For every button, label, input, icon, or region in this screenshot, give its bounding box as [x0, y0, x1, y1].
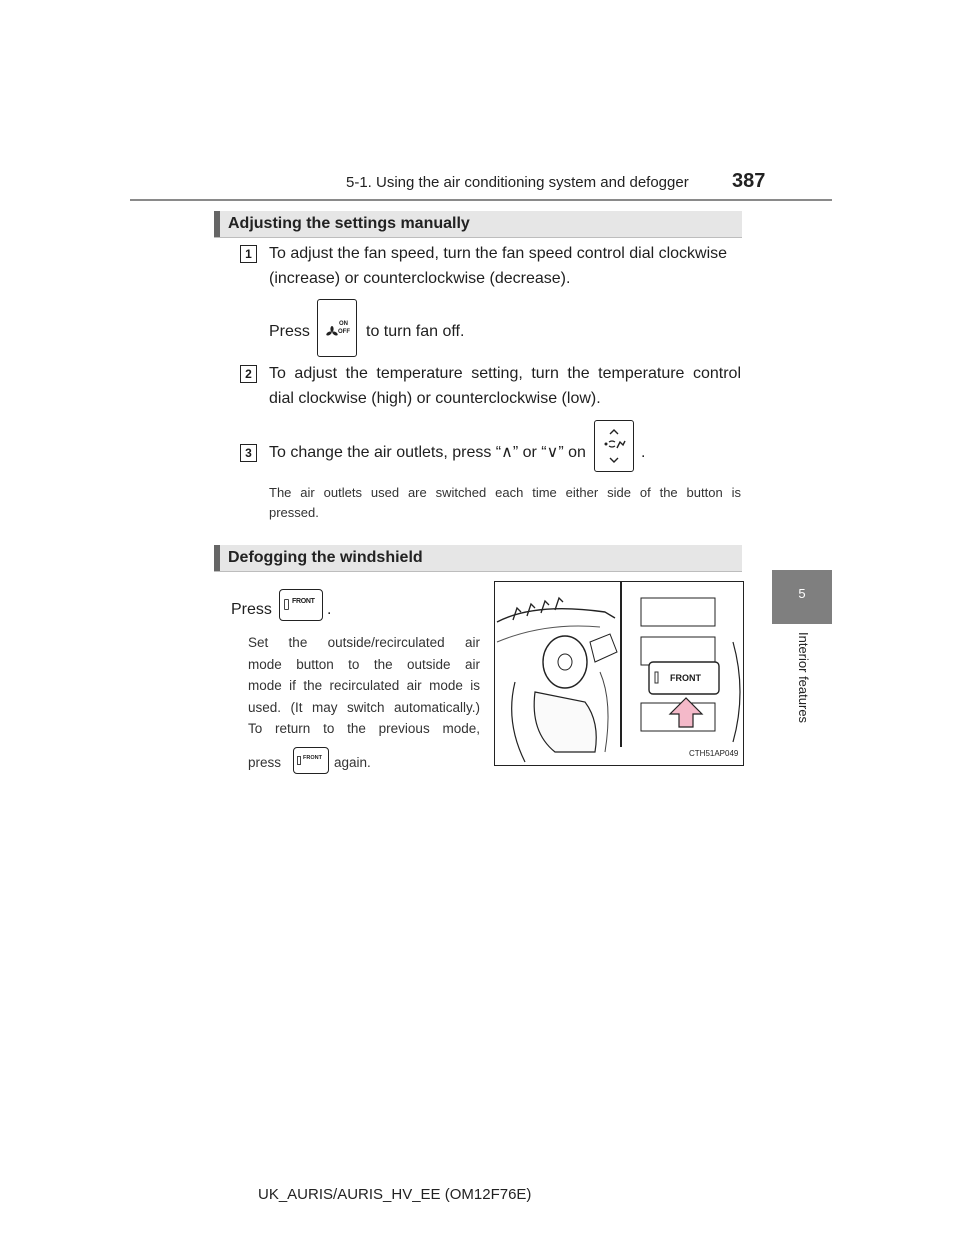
step-3-note-line-1: The air outlets used are switched each time either side of the button is [269, 485, 741, 500]
defog-body-line-4: used. (It may switch automatically.) [248, 699, 480, 715]
header-divider [130, 199, 832, 201]
illustration-front-button-label: FRONT [670, 673, 701, 683]
defog-body-line-3: mode if the recirculated air mode is [248, 678, 480, 693]
air-outlet-icon [595, 421, 633, 471]
step-1-line-1: To adjust the fan speed, turn the fan speed control dial clockwise [269, 245, 728, 262]
defog-body-line-5: To return to the previous mode, [248, 721, 480, 736]
defog-body-text [248, 632, 480, 740]
chapter-header-title: 5-1. Using the air conditioning system and defogger [346, 174, 689, 191]
car-interior-drawing [495, 582, 743, 765]
defog-press-before: Press [231, 601, 272, 618]
chapter-tab-label [793, 632, 813, 762]
step-3-note [269, 483, 741, 523]
step-2-text [269, 361, 741, 411]
indicator-light-icon [284, 599, 289, 610]
front-defogger-button-illustration-small [293, 747, 329, 774]
step-3-note-line-2: pressed. [269, 505, 319, 520]
air-outlet-button-illustration [594, 420, 634, 472]
step-3-text: To change the air outlets, press “∧” or “∨” on [269, 444, 586, 461]
fan-off-button-illustration [317, 299, 357, 357]
front-defogger-icon-label: FRONT [303, 755, 322, 761]
chapter-tab [772, 570, 832, 624]
fan-button-on-label: ON [339, 321, 348, 327]
front-defogger-icon-label: FRONT [292, 598, 315, 605]
chapter-tab-number: 5 [798, 586, 806, 601]
step-2-line-1: To adjust the temperature setting, turn the temperature control [269, 365, 741, 382]
step-1-line-2: (increase) or counterclockwise (decrease). [269, 270, 571, 287]
section-heading-defogging [214, 545, 742, 572]
section-heading-bar [214, 545, 220, 571]
step-number-3: 3 [240, 444, 257, 462]
indicator-light-icon [297, 756, 301, 765]
step-2-line-2: dial clockwise (high) or counterclockwise (low). [269, 390, 601, 407]
figure-code: CTH51AP049 [689, 749, 739, 758]
page-number: 387 [732, 170, 766, 192]
defog-body-line-1: Set the outside/recirculated air [248, 635, 480, 650]
fan-icon [318, 300, 356, 356]
defog-press2-before: press [248, 755, 282, 770]
defog-body-line-2: mode button to the outside air [248, 656, 480, 672]
step-1-press-after: to turn fan off. [366, 323, 465, 340]
model-code-footer: UK_AURIS/AURIS_HV_EE (OM12F76E) [258, 1186, 532, 1203]
section-heading-text: Adjusting the settings manually [228, 215, 470, 232]
fan-button-off-label: OFF [338, 329, 350, 335]
defogger-illustration [494, 581, 744, 766]
defog-press-after: . [327, 601, 332, 618]
step-3-text-after: . [641, 444, 646, 461]
step-1-press-before: Press [269, 323, 310, 340]
front-defogger-button-illustration [279, 589, 323, 621]
section-heading-bar [214, 211, 220, 237]
step-number-2: 2 [240, 365, 257, 383]
defog-press2-after: again. [334, 755, 371, 770]
step-number-1: 1 [240, 245, 257, 263]
section-heading-manual-settings [214, 211, 742, 238]
step-1-text [269, 241, 741, 291]
chapter-tab-title: Interior features [796, 632, 811, 724]
section-heading-text: Defogging the windshield [228, 549, 423, 566]
